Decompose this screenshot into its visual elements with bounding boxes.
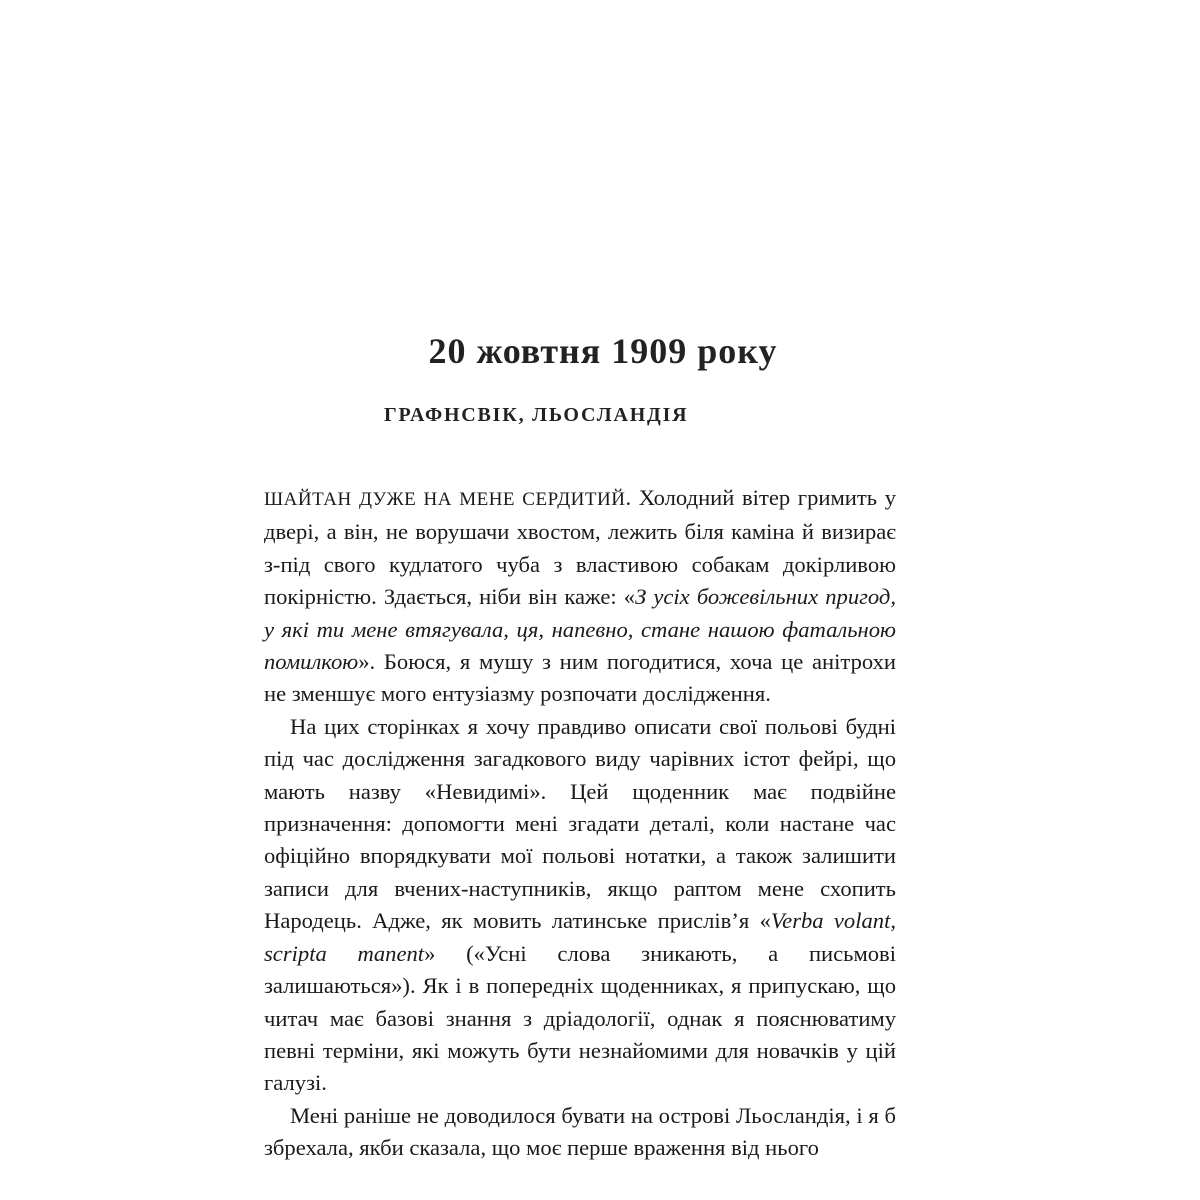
paragraph-3-text: Мені раніше не доводилося бувати на острові Льосландія, і я б збрехала, якби сказала, що моє перше враження від нього xyxy=(264,1102,896,1161)
paragraph-2-text-a: На цих сторінках я хочу правдиво описати свої польові будні під час дослідження загадкового виду чарівних істот фейрі, що мають назву «Невидимі». Цей щоденник має подвійне призначення: допомогти мені згадати деталі, коли настане час офіційно впорядкувати мої польові нотатки, а також залишити записи для вчених-наступників, якщо раптом мене схопить Народець. Адже, як мовить латинське прислів’я « xyxy=(264,713,896,934)
paragraph-2-italic: Verba volant, scripta manent xyxy=(264,908,897,966)
body-text xyxy=(264,482,896,1165)
paragraph-1-italic: З усіх божевільних пригод, у які ти мене втягувала, ця, напевно, стане нашою фатальною помилкою xyxy=(264,584,897,675)
chapter-title: 20 жовтня 1909 року xyxy=(428,331,778,371)
paragraph-1-text-a: . Холодний вітер гримить у двері, а він, не ворушачи хвостом, лежить біля каміна й визирає з-під свого кудлатого чуба з властивою собакам докірливою покірністю. Здається, ніби він каже: « xyxy=(264,485,896,610)
paragraph-2-text-b: » («Усні слова зникають, а письмові залишаються»). Як і в попередніх щоденниках, я припускаю, що читач має базові знання з дріадології, однак я пояснюватиму певні терміни, які можуть бути незнайомими для новачків у цій галузі. xyxy=(264,940,896,1096)
paragraph-2 xyxy=(264,711,896,1100)
chapter-location: ГРАФНСВІК, ЛЬОСЛАНДІЯ xyxy=(384,404,689,426)
paragraph-1 xyxy=(264,482,896,711)
paragraph-1-lead: ШАЙТАН ДУЖЕ НА МЕНЕ СЕРДИТИЙ xyxy=(264,489,626,510)
paragraph-1-text-b: ». Боюся, я мушу з ним погодитися, хоча це анітрохи не зменшує мого ентузіазму розпочати дослідження. xyxy=(264,649,896,707)
paragraph-3 xyxy=(264,1100,896,1165)
